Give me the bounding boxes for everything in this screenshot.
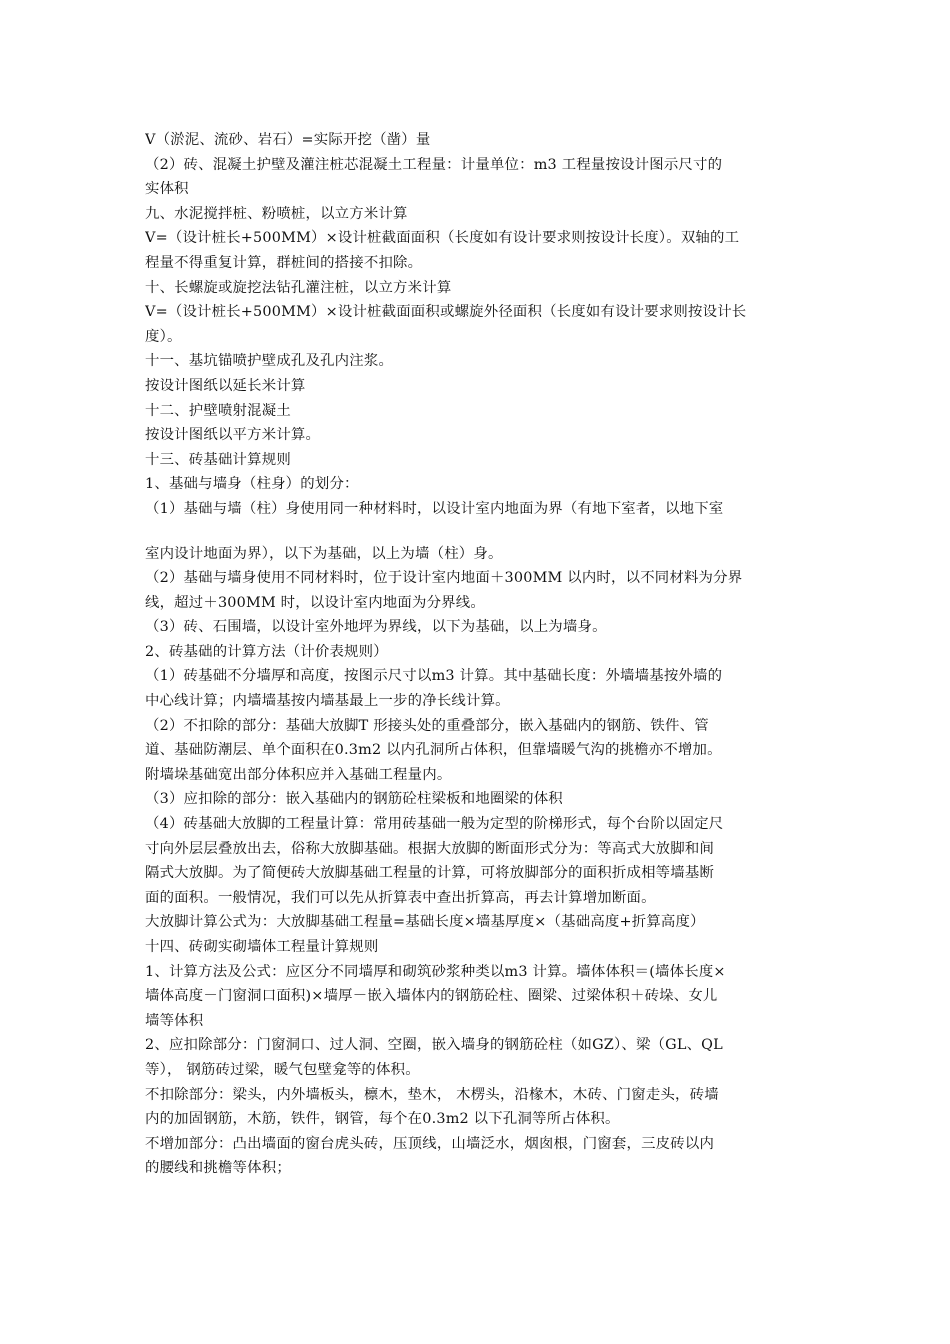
text-line: 1、计算方法及公式：应区分不同墙厚和砌筑砂浆种类以m3 计算。墙体体积＝(墙体长度× xyxy=(145,963,726,980)
text-line: 附墙垛基础宽出部分体积应并入基础工程量内。 xyxy=(145,766,452,783)
text-line: 度）。 xyxy=(145,328,182,345)
text-line: 道、基础防潮层、单个面积在0.3m2 以内孔洞所占体积，但靠墙暖气沟的挑檐亦不增加。 xyxy=(145,742,722,759)
text-line: 不扣除部分：梁头，内外墙板头，檩木，垫木， 木楞头，沿椽木，木砖、门窗走头，砖墙 xyxy=(145,1086,719,1103)
sub-heading: 1、基础与墙身（柱身）的划分： xyxy=(145,476,359,493)
text-line: 中心线计算；内墙墙基按内墙基最上一步的净长线计算。 xyxy=(145,693,510,710)
text-line: （2）不扣除的部分：基础大放脚T 形接头处的重叠部分，嵌入基础内的钢筋、铁件、管 xyxy=(145,717,709,734)
formula-line: 大放脚计算公式为：大放脚基础工程量=基础长度×墙基厚度×（基础高度+折算高度） xyxy=(145,914,705,931)
paragraph-gap xyxy=(145,522,810,542)
text-line: 室内设计地面为界），以下为基础，以上为墙（柱）身。 xyxy=(145,545,503,562)
text-line: （2）砖、混凝土护壁及灌注桩芯混凝土工程量：计量单位：m3 工程量按设计图示尺寸的 xyxy=(145,156,723,173)
text-line: 实体积 xyxy=(145,181,189,198)
text-line: 内的加固钢筋，木筋，铁件，钢管，每个在0.3m2 以下孔洞等所占体积。 xyxy=(145,1111,620,1128)
text-line: 墙体高度－门窗洞口面积)×墙厚－嵌入墙体内的钢筋砼柱、圈梁、过梁体积＋砖垛、女儿 xyxy=(145,988,718,1005)
text-line: （1）基础与墙（柱）身使用同一种材料时，以设计室内地面为界（有地下室者，以地下室 xyxy=(145,500,724,517)
text-line: V=（设计桩长+500MM）×设计桩截面面积（长度如有设计要求则按设计长度）。双轴的工 xyxy=(145,230,740,247)
section-heading: 十二、护壁喷射混凝土 xyxy=(145,402,291,419)
section-heading: 十一、基坑锚喷护壁成孔及孔内注浆。 xyxy=(145,353,394,370)
text-line: 隔式大放脚。为了简便砖大放脚基础工程量的计算，可将放脚部分的面积折成相等墙基断 xyxy=(145,865,715,882)
section-heading: 九、水泥搅拌桩、粉喷桩，以立方米计算 xyxy=(145,205,408,222)
text-line: 寸向外层层叠放出去，俗称大放脚基础。根据大放脚的断面形式分为：等高式大放脚和间 xyxy=(145,840,715,857)
text-line: （3）应扣除的部分：嵌入基础内的钢筋砼柱梁板和地圈梁的体积 xyxy=(145,791,563,808)
section-heading: 十、长螺旋或旋挖法钻孔灌注桩，以立方米计算 xyxy=(145,279,452,296)
text-line: 不增加部分：凸出墙面的窗台虎头砖，压顶线，山墙泛水，烟囱根，门窗套，三皮砖以内 xyxy=(145,1135,715,1152)
text-line: V=（设计桩长+500MM）×设计桩截面面积或螺旋外径面积（长度如有设计要求则按设计长 xyxy=(145,304,747,321)
text-line: （2）基础与墙身使用不同材料时，位于设计室内地面＋300MM 以内时，以不同材料为分界 xyxy=(145,570,743,587)
text-line: 面的面积。一般情况，我们可以先从折算表中查出折算高，再去计算增加断面。 xyxy=(145,889,656,906)
text-line: （1）砖基础不分墙厚和高度，按图示尺寸以m3 计算。其中基础长度：外墙墙基按外墙的 xyxy=(145,668,723,685)
text-line: 的腰线和挑檐等体积； xyxy=(145,1160,291,1177)
text-line: 按设计图纸以平方米计算。 xyxy=(145,427,321,444)
document-body xyxy=(145,128,810,1181)
text-line: 2、应扣除部分：门窗洞口、过人洞、空圈，嵌入墙身的钢筋砼柱（如GZ）、梁（GL、QL xyxy=(145,1037,723,1054)
text-line: 程量不得重复计算，群桩间的搭接不扣除。 xyxy=(145,254,423,271)
text-line: （4）砖基础大放脚的工程量计算：常用砖基础一般为定型的阶梯形式，每个台阶以固定尺 xyxy=(145,816,724,833)
text-line: 按设计图纸以延长米计算 xyxy=(145,377,306,394)
text-line: V（淤泥、流砂、岩石）=实际开挖（凿）量 xyxy=(145,132,431,148)
text-line: （3）砖、石围墙，以设计室外地坪为界线，以下为基础，以上为墙身。 xyxy=(145,619,607,636)
text-line: 线，超过＋300MM 时，以设计室内地面为分界线。 xyxy=(145,594,485,611)
text-line: 墙等体积 xyxy=(145,1012,204,1029)
section-heading: 十三、砖基础计算规则 xyxy=(145,451,291,468)
section-heading: 十四、砖砌实砌墙体工程量计算规则 xyxy=(145,939,379,955)
sub-heading: 2、砖基础的计算方法（计价表规则） xyxy=(145,643,388,660)
text-line: 等）， 钢筋砖过梁，暖气包壁龛等的体积。 xyxy=(145,1061,420,1078)
